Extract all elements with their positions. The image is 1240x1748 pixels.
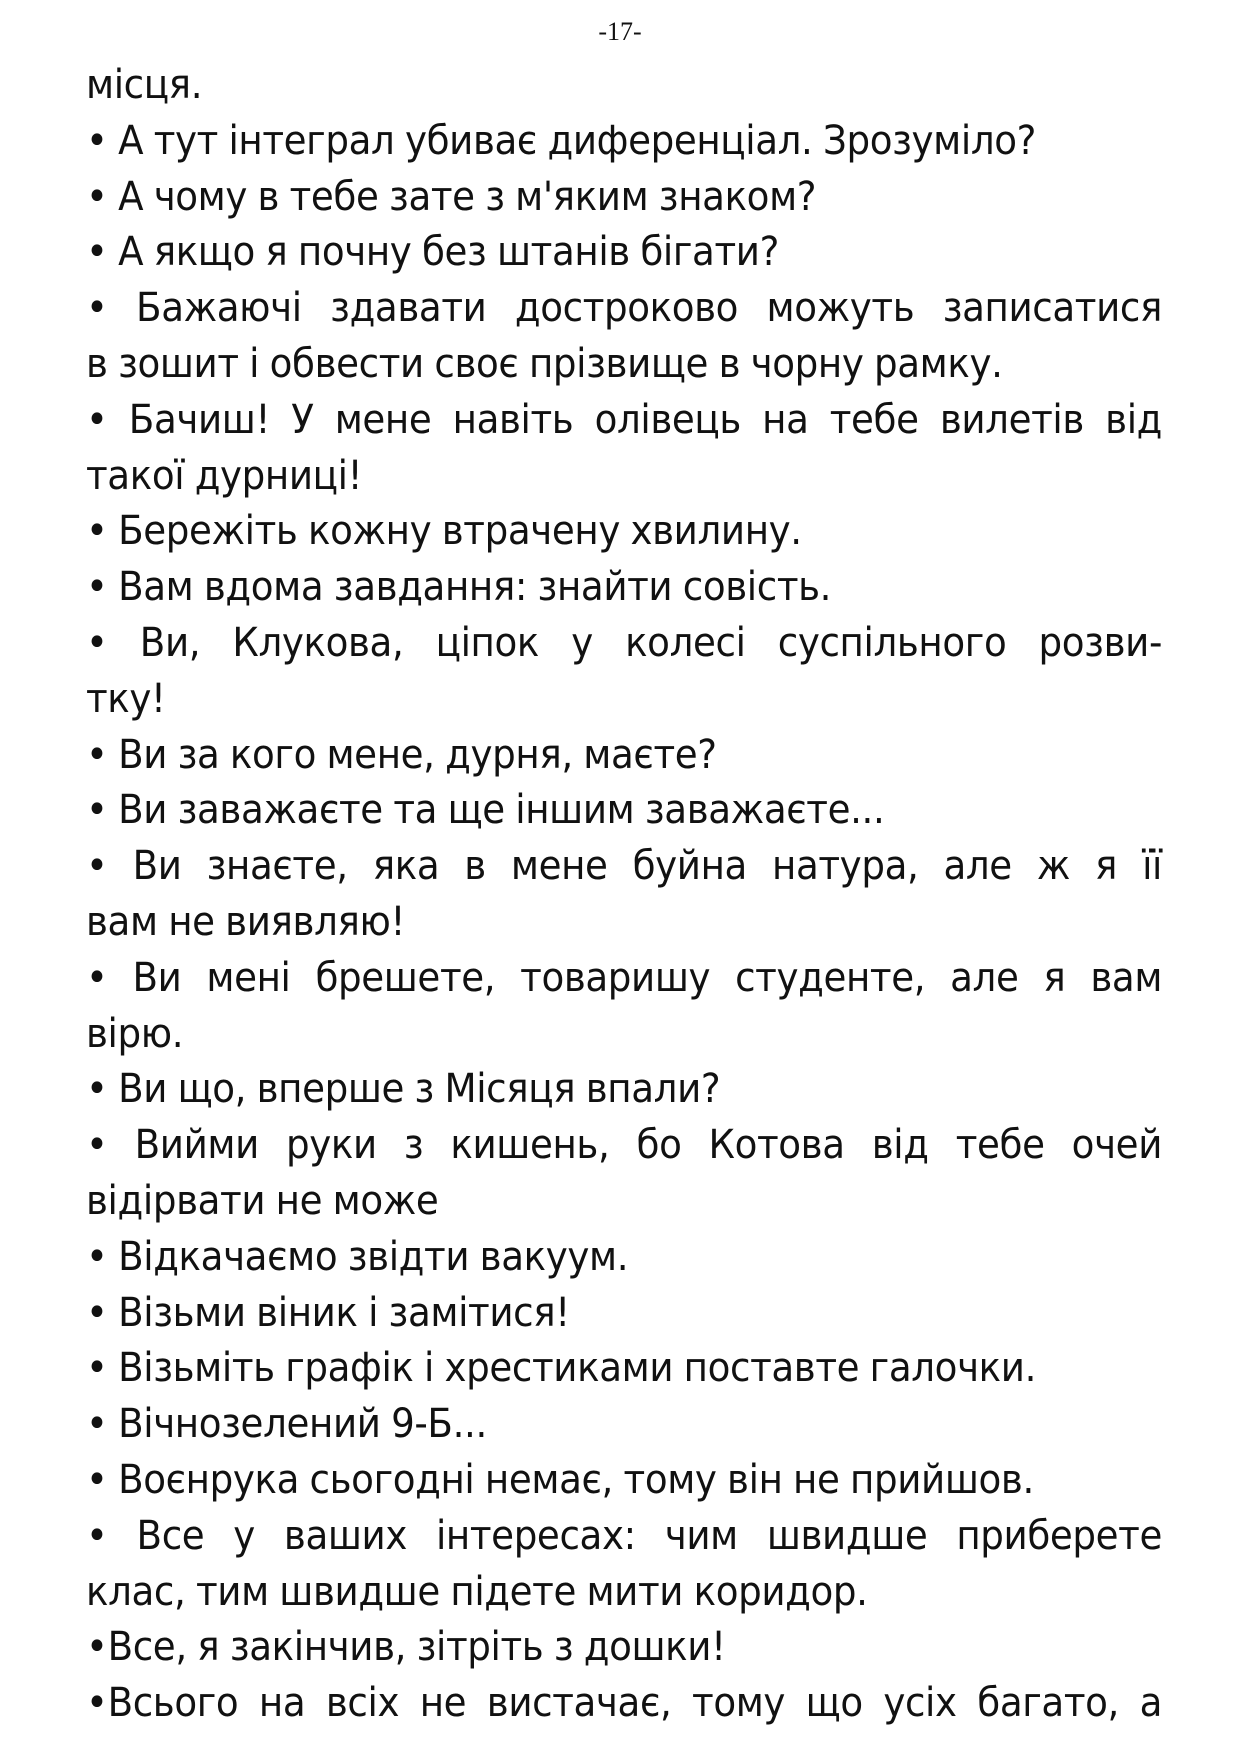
text-line: місця.: [86, 62, 203, 108]
text-line: • Воєнрука сьогодні немає, тому він не прийшов.: [86, 1456, 1034, 1503]
text-line: • Вийми руки з кишень, бо Котова від тебе очей: [86, 1122, 1163, 1169]
text-line: такої дурниці!: [86, 452, 363, 499]
text-line: • Вічнозелений 9-Б...: [86, 1401, 487, 1448]
page-number: -17-: [598, 17, 642, 46]
text-line: • Ви за кого мене, дурня, маєте?: [86, 731, 717, 778]
text-line: • Все у ваших інтересах: чим швидше приберете: [86, 1512, 1163, 1559]
text-line: • Ви знаєте, яка в мене буйна натура, але ж я її: [86, 843, 1163, 890]
text-line: • Відкачаємо звідти вакуум.: [86, 1233, 629, 1280]
text-line: відірвати не може: [86, 1177, 439, 1224]
text-line: • Бачиш! У мене навіть олівець на тебе вилетів від: [86, 396, 1163, 443]
text-line: •Всього на всіх не вистачає, тому що усіх багато, а: [86, 1680, 1163, 1727]
text-line: • Ви заважаєте та ще іншим заважаєте...: [86, 787, 885, 834]
text-line: • Ви мені брешете, товаришу студенте, але я вам: [86, 954, 1163, 1001]
text-line: • Візьміть графік і хрестиками поставте галочки.: [86, 1345, 1037, 1392]
text-line: тку!: [86, 675, 166, 722]
text-line: в зошит і обвести своє прізвище в чорну рамку.: [86, 340, 1003, 387]
text-line: • Ви, Клукова, ціпок у колесі суспільного розви-: [86, 619, 1163, 666]
text-line: • А якщо я почну без штанів бігати?: [86, 229, 779, 276]
text-line: вам не виявляю!: [86, 898, 405, 945]
text-line: • А чому в тебе зате з м'яким знаком?: [86, 173, 817, 220]
text-line: • Візьми віник і замітися!: [86, 1289, 570, 1336]
text-line: • Бажаючі здавати достроково можуть записатися: [86, 285, 1163, 332]
page-body: [86, 58, 1162, 1732]
text-line: • А тут інтеграл убиває диференціал. Зрозуміло?: [86, 117, 1037, 164]
text-line: клас, тим швидше підете мити коридор.: [86, 1568, 868, 1615]
text-line: • Бережіть кожну втрачену хвилину.: [86, 508, 802, 555]
text-line: • Вам вдома завдання: знайти совість.: [86, 564, 832, 611]
text-line: •Все, я закінчив, зітріть з дошки!: [86, 1624, 726, 1671]
text-line: вірю.: [86, 1010, 184, 1057]
text-line: • Ви що, вперше з Місяця впали?: [86, 1066, 721, 1113]
